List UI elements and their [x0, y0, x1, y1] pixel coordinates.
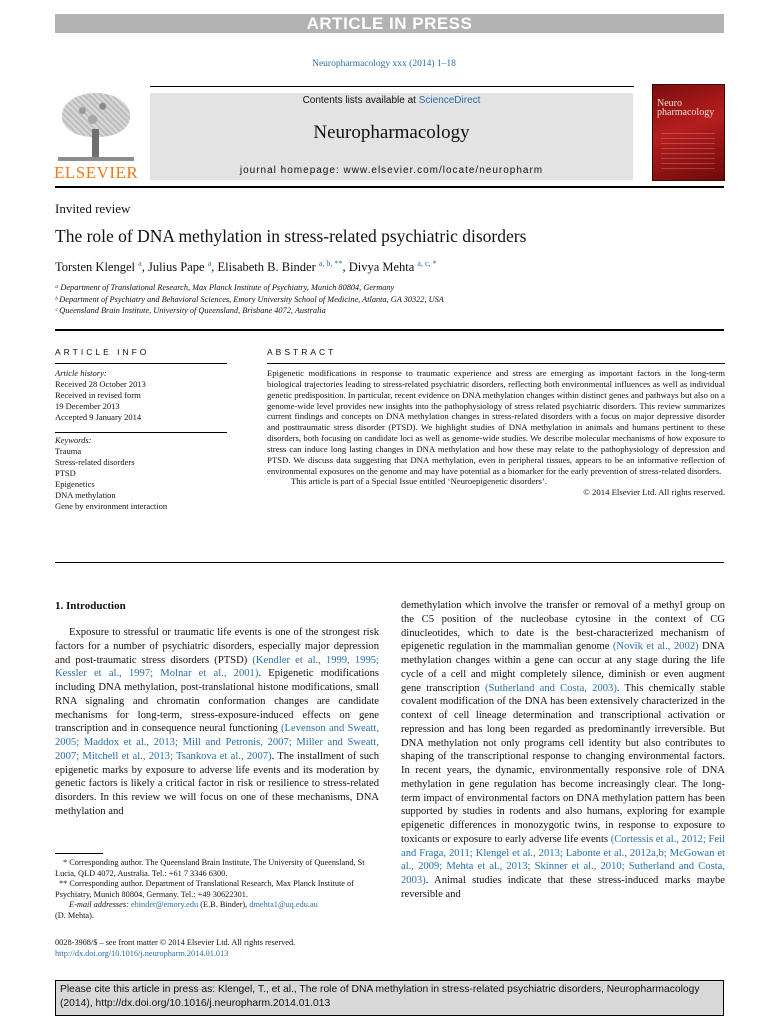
citation-box: Please cite this article in press as: Klengel, T., et al., The role of DNA methylation in stress-related psychiatric disorders, Neuropharmacology (2014), http://dx.doi.org/10.1016/j.neuropharm.2014.01.013 [55, 980, 724, 1016]
article-title: The role of DNA methylation in stress-related psychiatric disorders [55, 226, 527, 246]
citation-link[interactable]: (Cortessis et al., 2012; Feil and Fraga, 2011; Klengel et al., 2013; Labonte et al., 2012a,b; McGowan et al., 2009; Mehta et al., 2013; Skinner et al., 2010; Sutherland and Costa, 2003) [401, 833, 725, 886]
citation-link[interactable]: (Sutherland and Costa, 2003) [484, 682, 617, 694]
keywords-label: Keywords: [55, 435, 92, 445]
intro-text: Exposure to stressful or traumatic life events is one of the strongest risk factors for a number of psychiatric disorders, especially major depression and post-traumatic stress disorders (PTSD) [55, 627, 379, 666]
author-affiliation-link[interactable]: a, b, ** [318, 259, 343, 268]
issn-block [55, 938, 295, 959]
footnote-corresponding-2: ** Corresponding author. Department of Translational Research, Max Planck Institute of Psychiatry, Munich 80804, Germany. Tel.: +49 30622301. [55, 879, 354, 899]
section-heading-introduction: 1. Introduction [55, 600, 126, 612]
keyword: Trauma [55, 446, 82, 456]
intro-text: demethylation which involve the transfer or removal of a methyl group on the C5 position of the nucleobase cytosine in the context of CG dinucleotides, which to date is the best-characterized mechanism of epigenetic regulation in the mammalian genome [401, 600, 725, 653]
email-link-binder[interactable]: ebinder@emory.edu [130, 900, 199, 910]
abstract [267, 368, 725, 498]
affiliations-bottom-rule [55, 329, 724, 331]
keyword: Epigenetics [55, 479, 95, 489]
abstract-body: Epigenetic modifications in response to traumatic experience and stress are emerging as important factors in the long-term biological trajectories leading to stress-related psychiatric disorders, reflecting both environmental influences as well as individual genetic predisposition. In particular, recent evidence on DNA methylation changes within distinct genes and pathways but also on a genome-wide level provides new insights into the pathophysiology of stress related psychiatric disorders. This review summarizes current findings and concepts on DNA methylation changes in stress-related disorders with a focus on major depressive disorder and posttraumatic stress disorder (PTSD). We highlight studies of DNA methylation in animals and humans pertinent to these disorders, both focusing on candidate loci as well as genome-wide studies. We describe molecular mechanisms of how exposure to stress can induce long lasting changes in DNA methylation and how these may relate to the pathophysiology of depression and PTSD. We discuss data suggesting that DNA methylation, even in peripheral tissues, appears to be an informative reflection of environmental exposures on the genome and may have potential as a biomarker for the early prevention of stress-related disorders. [267, 368, 725, 476]
keywords-rule [55, 432, 227, 433]
affiliations [55, 282, 444, 317]
intro-text: DNA methylation changes within a gene can occur at any stage during the life cycle of a cell and might completely silence, diminish or even augment gene transcription [401, 641, 725, 694]
article-in-press-banner: ARTICLE IN PRESS [55, 14, 724, 33]
footnote-rule [55, 853, 103, 854]
history-label: Article history: [55, 368, 107, 378]
affiliation-a: ᵃ Department of Translational Research, Max Planck Institute of Psychiatry, Munich 80804, Germany [55, 283, 395, 292]
abstract-rule [267, 363, 725, 364]
journal-homepage-link[interactable]: journal homepage: www.elsevier.com/locate/neuropharm [239, 165, 544, 176]
footnote-emails [55, 900, 379, 911]
author-affiliation-link[interactable]: a [207, 259, 212, 268]
elsevier-logo[interactable] [54, 91, 138, 183]
author-list: Torsten Klengel $^a$, Julius Pape $^a$, Elisabeth B. Binder $^{a, b, **}$, Divya Mehta $^{a, c, *}$ [55, 259, 437, 275]
author-affiliation-link[interactable]: a [138, 259, 142, 268]
abstract-heading: ABSTRACT [267, 347, 337, 357]
affiliation-c: ᶜ Queensland Brain Institute, University of Queensland, Brisbane 4072, Australia [55, 306, 326, 315]
intro-text: . Epigenetic modifications including DNA methylation, post-translational histone modifications, small RNA signaling and chromatin conformation changes are candidate mechanisms for long-term, stress-exposure-induced effects on gene transcription and in consequence neural functioning [55, 668, 379, 735]
history-item: Accepted 9 January 2014 [55, 412, 142, 422]
journal-name: Neuropharmacology [313, 122, 470, 143]
keyword: PTSD [55, 468, 76, 478]
abstract-bottom-rule [55, 562, 724, 563]
doi-link[interactable]: http://dx.doi.org/10.1016/j.neuropharm.2014.01.013 [55, 948, 229, 958]
intro-text: . The installment of such epigenetic marks by exposure to adverse life events and its moderation by genetic factors is likely a critical factor in risk or resilience to stress-related disorders. In this review we will focus on one of these mechanisms, DNA methylation and [55, 750, 379, 817]
email-owner: (E.B. Binder), [200, 900, 248, 910]
author-name: Julius Pape [147, 260, 205, 275]
journal-reference-link[interactable]: Neuropharmacology xxx (2014) 1–18 [312, 59, 456, 69]
footnotes [55, 858, 379, 922]
article-info-heading: ARTICLE INFO [55, 347, 150, 357]
citation-link[interactable]: (Kendler et al., 1999, 1995; Kessler et al., 1997; Molnar et al., 2001) [55, 654, 379, 680]
keyword: Gene by environment interaction [55, 501, 168, 511]
journal-cover-thumbnail[interactable] [652, 84, 725, 181]
journal-header-box [150, 93, 633, 180]
tree-ground-icon [58, 157, 134, 161]
article-type: Invited review [55, 201, 131, 216]
footnote-corresponding-1: * Corresponding author. The Queensland Brain Institute, The University of Queensland, St Lucia, QLD 4072, Australia. Tel.: +61 7 3346 6300. [55, 858, 365, 878]
abstract-copyright: © 2014 Elsevier Ltd. All rights reserved. [583, 487, 725, 498]
author-name: Torsten Klengel [55, 260, 136, 275]
sciencedirect-link[interactable]: ScienceDirect [418, 95, 481, 106]
author-name: Divya Mehta [348, 260, 415, 275]
contents-line [150, 95, 633, 106]
cover-pattern [661, 133, 715, 171]
cover-title: Neuro pharmacology [657, 98, 715, 118]
keyword: Stress-related disorders [55, 457, 135, 467]
header-top-rule [150, 86, 634, 87]
author-affiliation-link[interactable]: a, c, * [417, 259, 437, 268]
history-item: Received 28 October 2013 [55, 379, 146, 389]
email-label: E-mail addresses: [69, 900, 129, 910]
email-owner: (D. Mehta). [55, 910, 94, 920]
publisher-name: ELSEVIER [54, 163, 139, 182]
special-issue-note: This article is part of a Special Issue entitled ‘Neuroepigenetic disorders’. [291, 476, 547, 487]
history-item: 19 December 2013 [55, 401, 120, 411]
article-info [55, 368, 227, 512]
keyword: DNA methylation [55, 490, 116, 500]
email-link-mehta[interactable]: dmehta1@uq.edu.au [249, 900, 318, 910]
issn-line: 0028-3908/$ – see front matter © 2014 Elsevier Ltd. All rights reserved. [55, 938, 296, 947]
intro-right-column [401, 599, 725, 902]
intro-text: . Animal studies indicate that these stress-induced marks maybe reversible and [401, 875, 725, 900]
citation-link[interactable]: (Levenson and Sweatt, 2005; Maddox et al., 2013; Mill and Petronis, 2007; Miller and Sweatt, 2007; Mitchell et al., 2013; Tsankova et al., 2007) [55, 723, 379, 762]
affiliation-b: ᵇ Department of Psychiatry and Behavioral Sciences, Emory University School of Medicine, Atlanta, GA 30322, USA [55, 294, 444, 304]
article-info-rule [55, 363, 227, 364]
citation-link[interactable]: (Novik et al., 2002) [612, 641, 699, 653]
history-item: Received in revised form [55, 390, 141, 400]
intro-left-column [55, 626, 379, 819]
author-name: Elisabeth B. Binder [217, 260, 316, 275]
tree-trunk-icon [92, 129, 99, 159]
intro-text: . This chemically stable covalent modification of the DNA has been extensively characterized in the context of cell lineage determination and transcriptional activation or repression and has long been regarded as predominantly irreversible. But DNA methylation not only programs cell identity but also contributes to shaping of the transcriptional response to changing environmental factors. In recent years, the dynamic, environmentally responsive role of DNA methylation in gene regulation has become increasingly clear. The long-term impact of environmental factors on DNA methylation pattern has been supported by studies in rodents and also humans, exploring for example epigenetic differences in monozygotic twins, in response to exposure to toxicants or exposure to early adverse life events [401, 682, 725, 845]
header-bottom-rule [55, 186, 724, 188]
contents-prefix: Contents lists available at [302, 95, 419, 106]
